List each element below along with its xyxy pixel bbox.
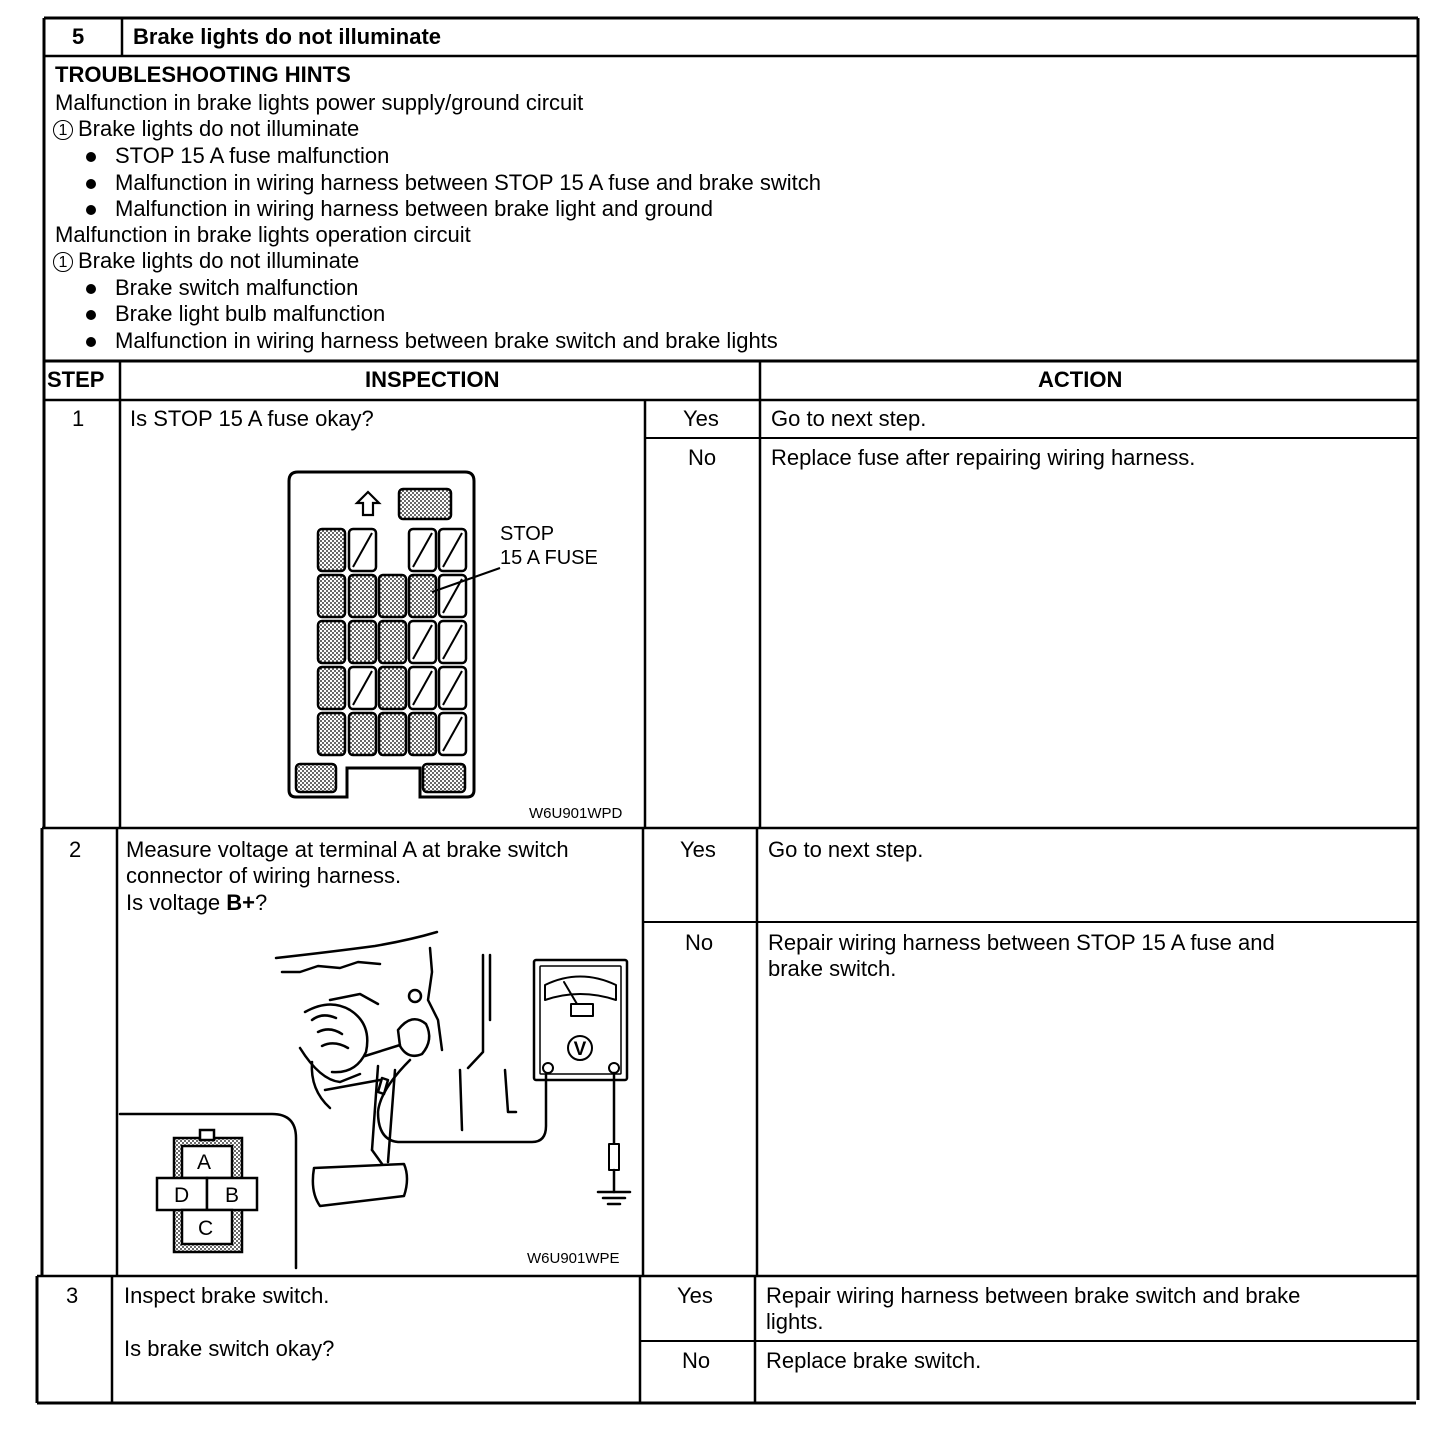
inspection-text: Is brake switch okay?: [124, 1336, 335, 1361]
no-label: No: [688, 445, 717, 470]
circled-number-marker: 1: [53, 120, 73, 140]
step-number: 1: [72, 406, 85, 431]
inspection-text: Is voltage B+?: [126, 890, 268, 915]
no-label: No: [685, 930, 714, 955]
column-header-action: ACTION: [1038, 367, 1123, 392]
column-header-inspection: INSPECTION: [365, 367, 500, 392]
no-label: No: [682, 1348, 711, 1373]
hint-symptom: 1 Brake lights do not illuminate: [53, 248, 359, 274]
yes-action: lights.: [766, 1309, 824, 1334]
hint-bullet: Malfunction in wiring harness between STOP 15 A fuse and brake switch: [115, 170, 822, 195]
voltmeter-icon: V: [573, 1039, 587, 1060]
yes-label: Yes: [683, 406, 719, 431]
no-action: Replace brake switch.: [766, 1348, 982, 1373]
yes-action: Go to next step.: [771, 406, 927, 431]
figure-code: W6U901WPD: [529, 805, 623, 822]
procedure-number: 5: [72, 24, 85, 49]
hint-bullet: Brake switch malfunction: [115, 275, 359, 300]
hint-bullet: STOP 15 A fuse malfunction: [115, 143, 390, 168]
hint-group-title: Malfunction in brake lights power supply/ground circuit: [55, 90, 584, 115]
yes-action: Go to next step.: [768, 837, 924, 862]
hint-bullet: Brake light bulb malfunction: [115, 301, 386, 326]
terminal-label-d: D: [174, 1184, 190, 1207]
hint-symptom: 1 Brake lights do not illuminate: [53, 116, 359, 142]
hint-group-title: Malfunction in brake lights operation circuit: [55, 222, 471, 247]
inspection-text: connector of wiring harness.: [126, 863, 402, 888]
yes-action: Repair wiring harness between brake switch and brake: [766, 1283, 1301, 1308]
hint-bullet: Malfunction in wiring harness between brake switch and brake lights: [115, 328, 778, 353]
terminal-label-a: A: [197, 1151, 212, 1174]
step-number: 3: [66, 1283, 79, 1308]
inspection-text: Measure voltage at terminal A at brake switch: [126, 837, 569, 862]
no-action: Repair wiring harness between STOP 15 A fuse and: [768, 930, 1275, 955]
circled-number-marker: 1: [53, 252, 73, 272]
inspection-text: Is STOP 15 A fuse okay?: [130, 406, 374, 431]
step-number: 2: [69, 837, 82, 862]
terminal-label-b: B: [225, 1184, 240, 1207]
hint-bullet: Malfunction in wiring harness between brake light and ground: [115, 196, 714, 221]
hints-heading: TROUBLESHOOTING HINTS: [55, 62, 351, 87]
inspection-text: Inspect brake switch.: [124, 1283, 330, 1308]
yes-label: Yes: [680, 837, 716, 862]
stop-fuse-label: STOP: [500, 523, 555, 545]
terminal-label-c: C: [198, 1217, 214, 1240]
no-action: brake switch.: [768, 956, 897, 981]
yes-label: Yes: [677, 1283, 713, 1308]
stop-fuse-label: 15 A FUSE: [500, 547, 598, 569]
no-action: Replace fuse after repairing wiring harness.: [771, 445, 1196, 470]
figure-code: W6U901WPE: [527, 1250, 620, 1267]
column-header-step: STEP: [47, 367, 105, 392]
procedure-title: Brake lights do not illuminate: [133, 24, 442, 49]
